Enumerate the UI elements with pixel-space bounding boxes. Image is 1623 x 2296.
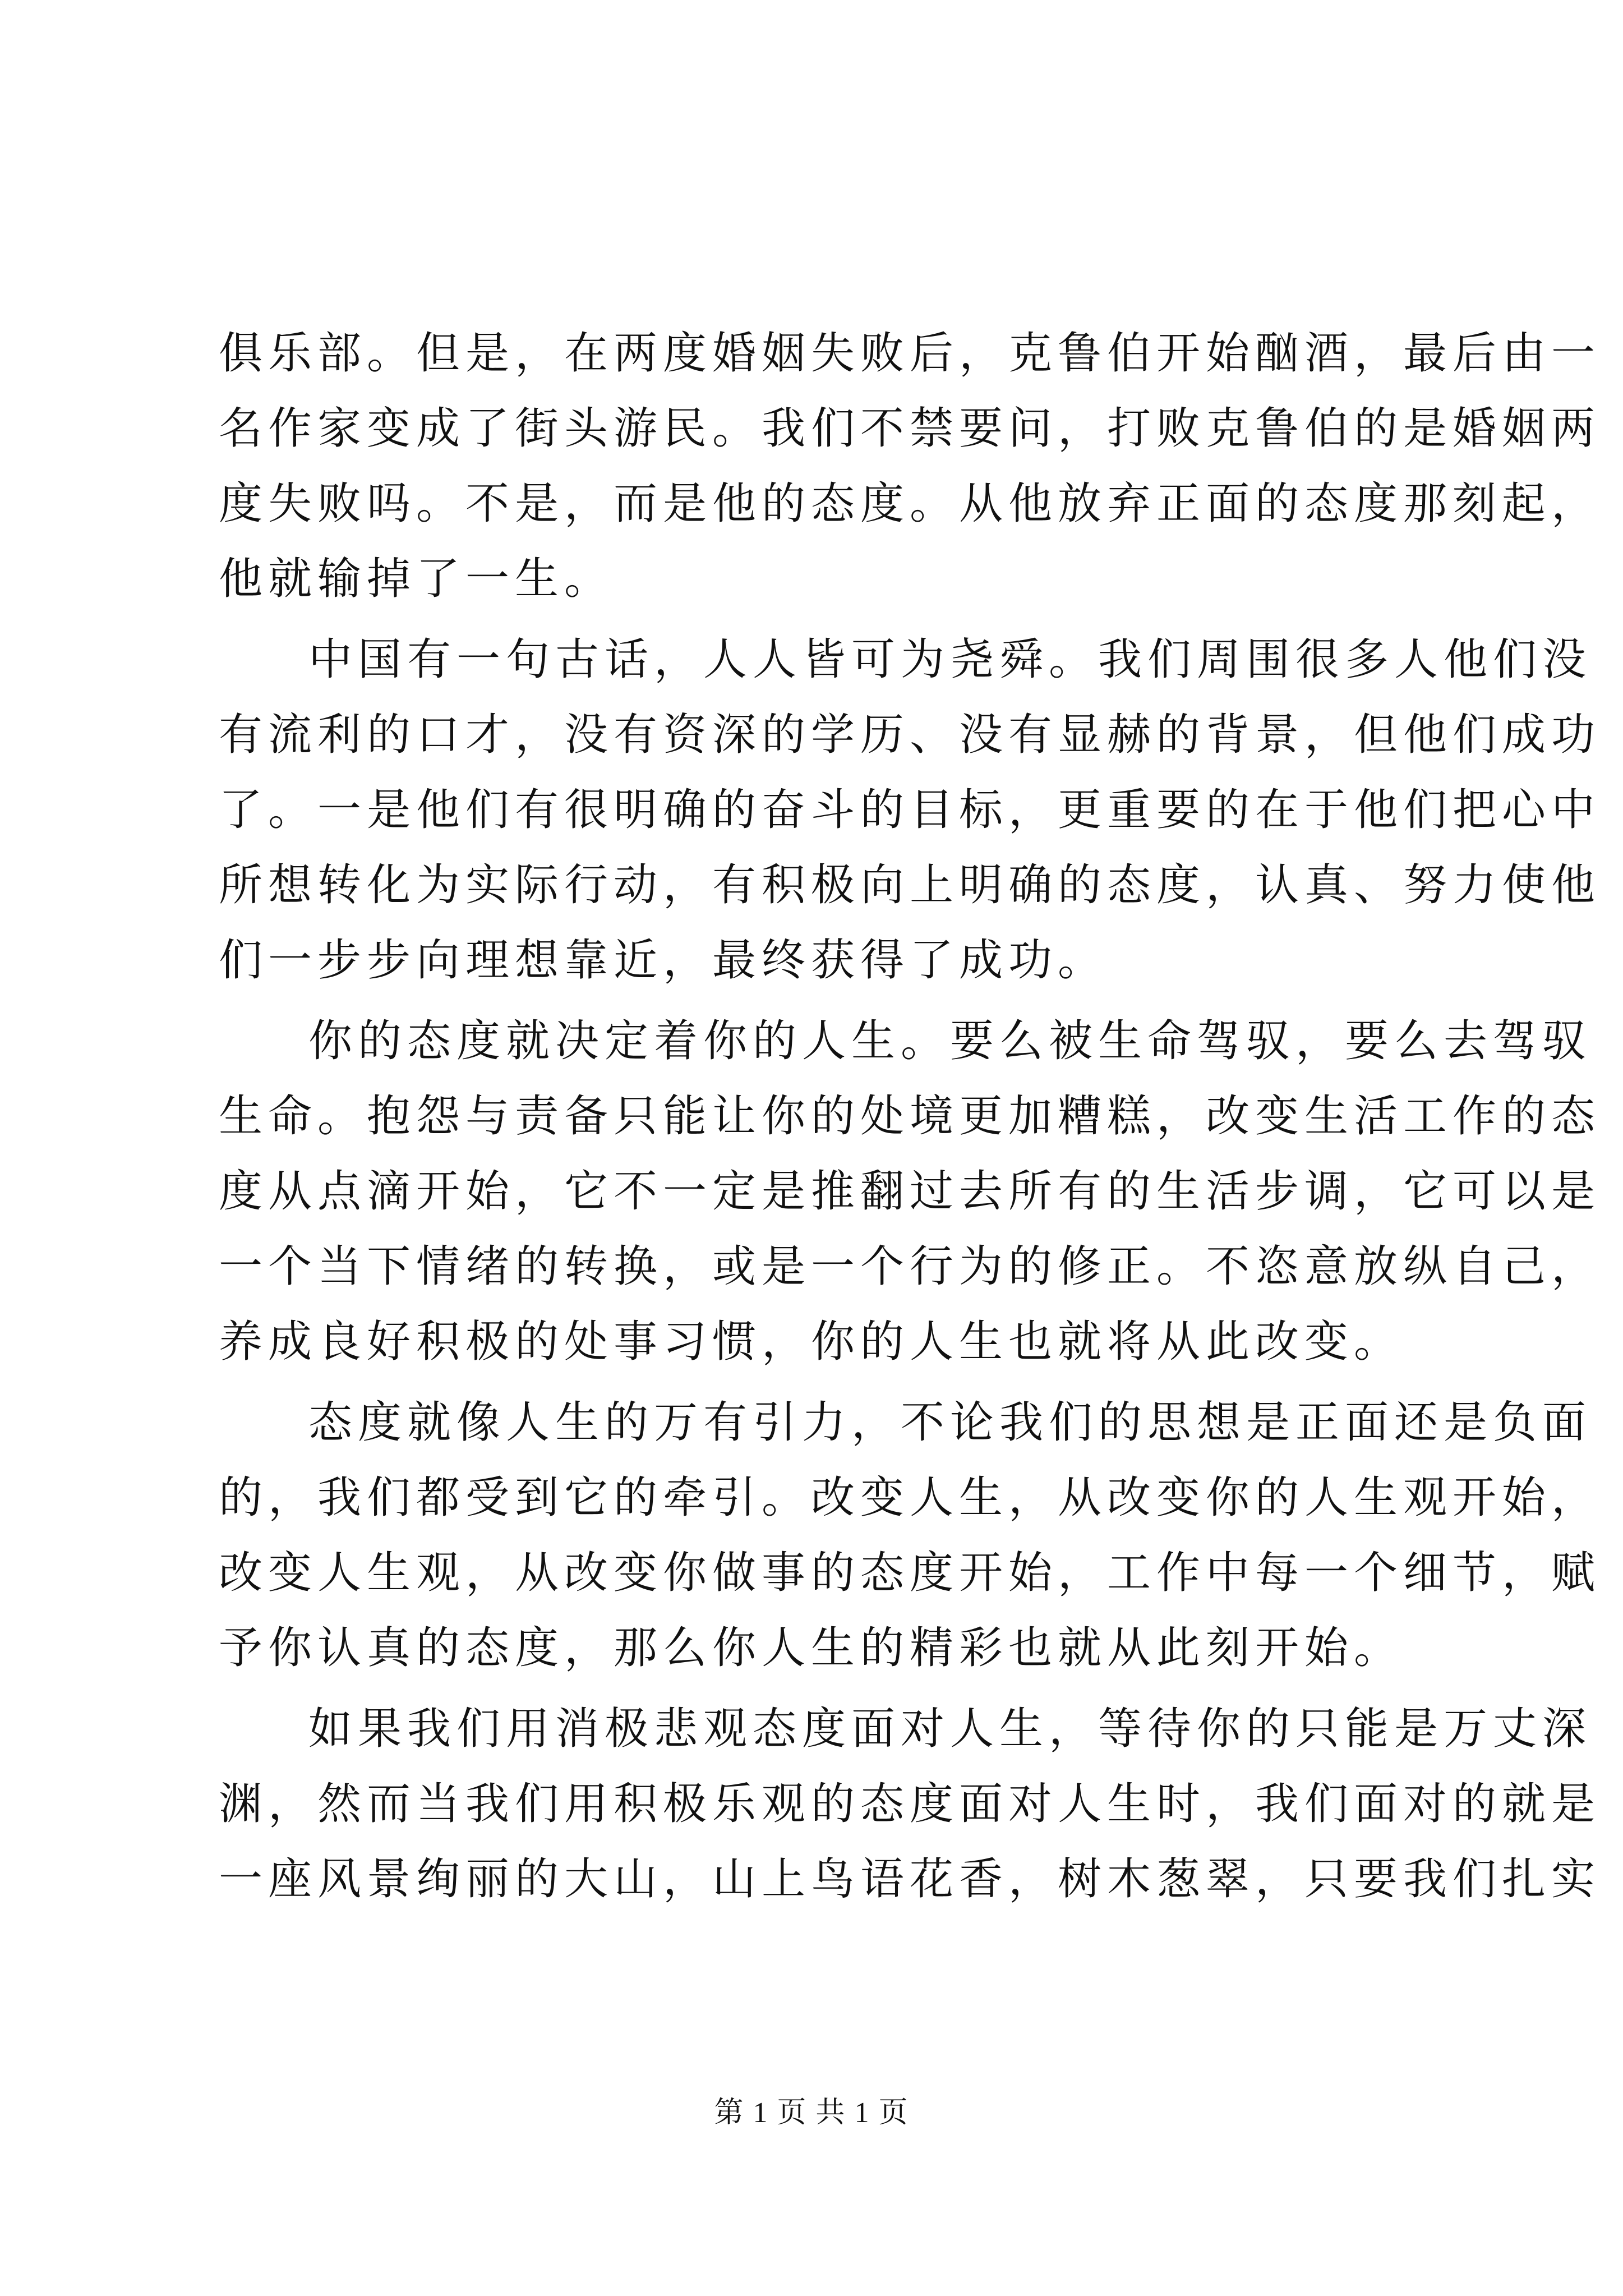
paragraph-first-line: 中国有一句古话，人人皆可为尧舜。我们周围很多人他们没 bbox=[308, 634, 1592, 685]
text-line: 改变人生观，从改变你做事的态度开始，工作中每一个细节，赋 bbox=[219, 1548, 1601, 1598]
text-line: 予你认真的态度，那么你人生的精彩也就从此刻开始。 bbox=[219, 1623, 1404, 1673]
text-line: 养成良好积极的处事习惯，你的人生也就将从此改变。 bbox=[219, 1317, 1404, 1367]
text-line: 俱乐部。但是，在两度婚姻失败后，克鲁伯开始酗酒，最后由一 bbox=[219, 328, 1601, 379]
text-line: 名作家变成了街头游民。我们不禁要问，打败克鲁伯的是婚姻两 bbox=[219, 403, 1601, 454]
text-line: 度从点滴开始，它不一定是推翻过去所有的生活步调，它可以是 bbox=[219, 1166, 1601, 1217]
text-line: 们一步步向理想靠近，最终获得了成功。 bbox=[219, 935, 1108, 986]
paragraph-first-line: 你的态度就决定着你的人生。要么被生命驾驭，要么去驾驭 bbox=[308, 1016, 1592, 1066]
text-line: 了。一是他们有很明确的奋斗的目标，更重要的在于他们把心中 bbox=[219, 785, 1601, 835]
paragraph-first-line: 如果我们用消极悲观态度面对人生，等待你的只能是万丈深 bbox=[308, 1704, 1592, 1754]
text-line: 生命。抱怨与责备只能让你的处境更加糟糕，改变生活工作的态 bbox=[219, 1091, 1601, 1142]
text-line: 一座风景绚丽的大山，山上鸟语花香，树木葱翠，只要我们扎实 bbox=[219, 1854, 1601, 1904]
text-line: 一个当下情绪的转换，或是一个行为的修正。不恣意放纵自己， bbox=[219, 1241, 1601, 1292]
text-line: 度失败吗。不是，而是他的态度。从他放弃正面的态度那刻起， bbox=[219, 478, 1601, 529]
text-line: 他就输掉了一生。 bbox=[219, 554, 614, 604]
text-line: 的，我们都受到它的牵引。改变人生，从改变你的人生观开始， bbox=[219, 1473, 1601, 1523]
page-footer: 第 1 页 共 1 页 bbox=[714, 2097, 909, 2129]
text-line: 渊，然而当我们用积极乐观的态度面对人生时，我们面对的就是 bbox=[219, 1779, 1601, 1829]
paragraph-first-line: 态度就像人生的万有引力，不论我们的思想是正面还是负面 bbox=[308, 1397, 1592, 1448]
text-line: 所想转化为实际行动，有积极向上明确的态度，认真、努力使他 bbox=[219, 860, 1601, 910]
text-line: 有流利的口才，没有资深的学历、没有显赫的背景，但他们成功 bbox=[219, 710, 1601, 760]
